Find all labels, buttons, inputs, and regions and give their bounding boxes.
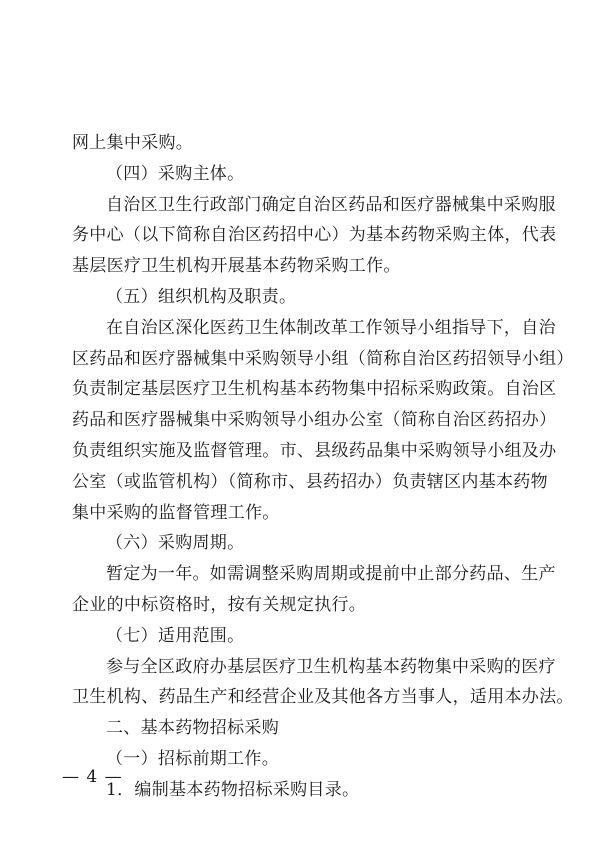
text-line: 参与全区政府办基层医疗卫生机构基本药物集中采购的医疗: [106, 656, 556, 677]
document-body: [72, 128, 574, 806]
text-line: 1．编制基本药物招标采购目录。: [106, 779, 360, 800]
text-line: 基层医疗卫生机构开展基本药物采购工作。: [72, 256, 401, 277]
text-line: 在自治区深化医药卫生体制改革工作领导小组指导下，自治: [106, 317, 556, 338]
text-line: 自治区卫生行政部门确定自治区药品和医疗器械集中采购服: [106, 194, 556, 215]
text-line: （四）采购主体。: [106, 163, 245, 184]
text-line: （六）采购周期。: [106, 533, 245, 554]
text-line: 务中心（以下简称自治区药招中心）为基本药物采购主体，代表: [72, 225, 557, 246]
text-line: 药品和医疗器械集中采购领导小组办公室（简称自治区药招办）: [72, 410, 557, 431]
text-line: 暂定为一年。如需调整采购周期或提前中止部分药品、生产: [106, 564, 556, 585]
text-line: 区药品和医疗器械集中采购领导小组（简称自治区药招领导小组）: [72, 348, 574, 369]
text-line: 二、基本药物招标采购: [106, 718, 279, 739]
text-line: 网上集中采购。: [72, 133, 194, 153]
text-line: 集中采购的监督管理工作。: [72, 502, 280, 523]
text-line: 负责组织实施及监督管理。市、县级药品集中采购领导小组及办: [72, 440, 557, 461]
text-line: 公室（或监管机构）（简称市、县药招办）负责辖区内基本药物: [72, 471, 548, 492]
text-line: （五）组织机构及职责。: [106, 286, 297, 307]
text-line: （七）适用范围。: [106, 625, 245, 646]
text-line: 卫生机构、药品生产和经营企业及其他各方当事人，适用本办法。: [72, 687, 574, 708]
text-line: 企业的中标资格时，按有关规定执行。: [72, 594, 367, 615]
page-number: — 4 —: [62, 767, 123, 787]
text-line: （一）招标前期工作。: [106, 748, 279, 769]
text-line: 负责制定基层医疗卫生机构基本药物集中招标采购政策。自治区: [72, 379, 557, 400]
